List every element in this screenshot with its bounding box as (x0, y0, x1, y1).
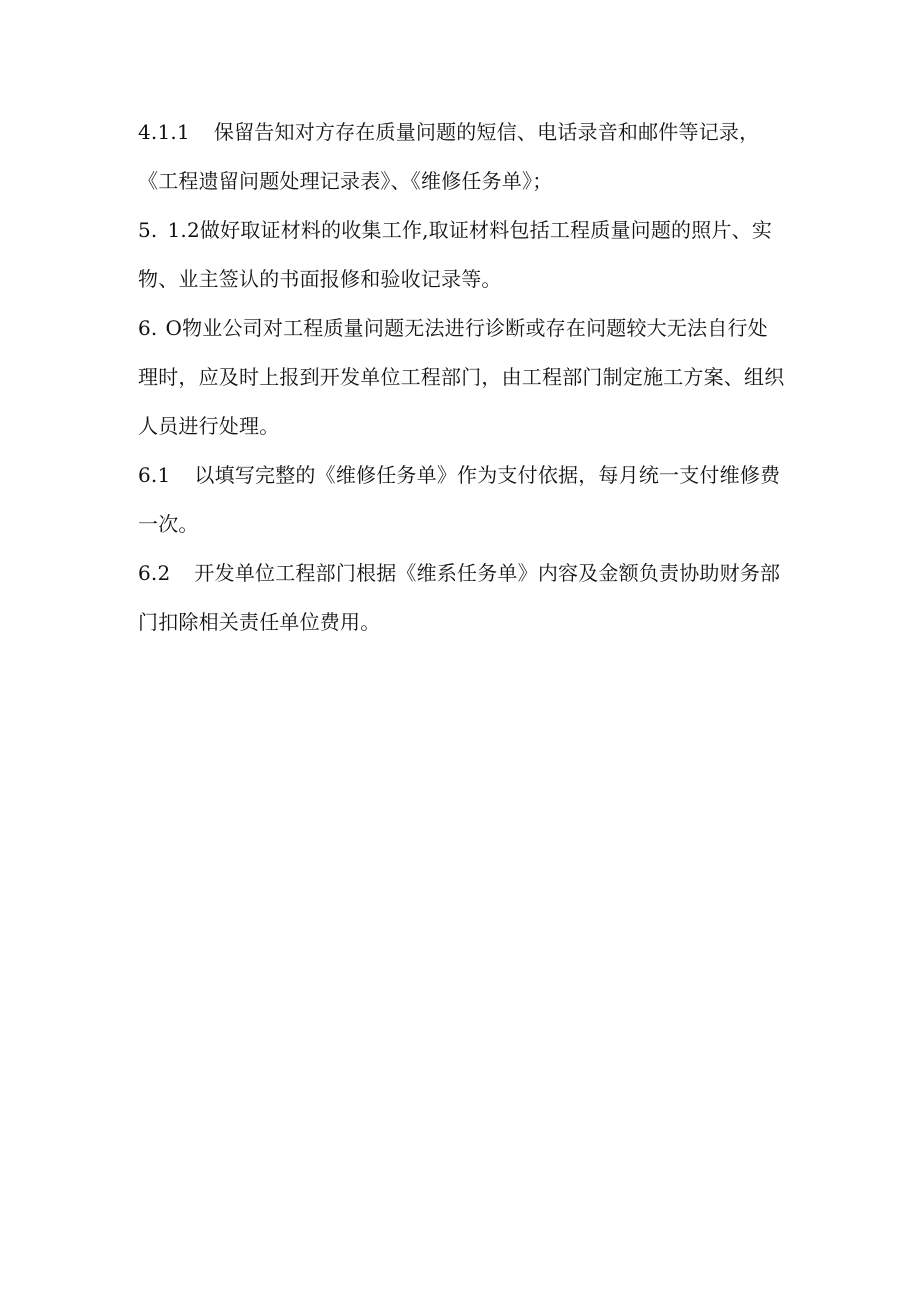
paragraph-5 (138, 206, 788, 304)
paragraph-text: O物业公司对工程质量问题无法进行诊断或存在问题较大无法自行处理时，应及时上报到开发单位工程部门，由工程部门制定施工方案、组织人员进行处理。 (138, 316, 785, 438)
document-body (138, 108, 788, 647)
paragraph-text: 保留告知对方存在质量问题的短信、电话录音和邮件等记录，《工程遗留问题处理记录表》、《维修任务单》； (138, 120, 760, 193)
paragraph-text: 开发单位工程部门根据《维系任务单》内容及金额负责协助财务部门扣除相关责任单位费用。 (138, 561, 781, 634)
paragraph-6 (138, 304, 788, 451)
paragraph-number: 6. (138, 316, 158, 340)
paragraph-6-1 (138, 451, 788, 549)
paragraph-4-1-1 (138, 108, 788, 206)
paragraph-number: 4.1.1 (138, 120, 190, 144)
paragraph-number: 6.2 (138, 561, 171, 585)
paragraph-6-2 (138, 549, 788, 647)
paragraph-number: 5. (138, 218, 158, 242)
paragraph-text: 以填写完整的《维修任务单》作为支付依据，每月统一支付维修费一次。 (138, 463, 781, 536)
paragraph-number: 6.1 (138, 463, 171, 487)
paragraph-text: 1.2做好取证材料的收集工作,取证材料包括工程质量问题的照片、实物、业主签认的书面报修和验收记录等。 (138, 218, 773, 291)
